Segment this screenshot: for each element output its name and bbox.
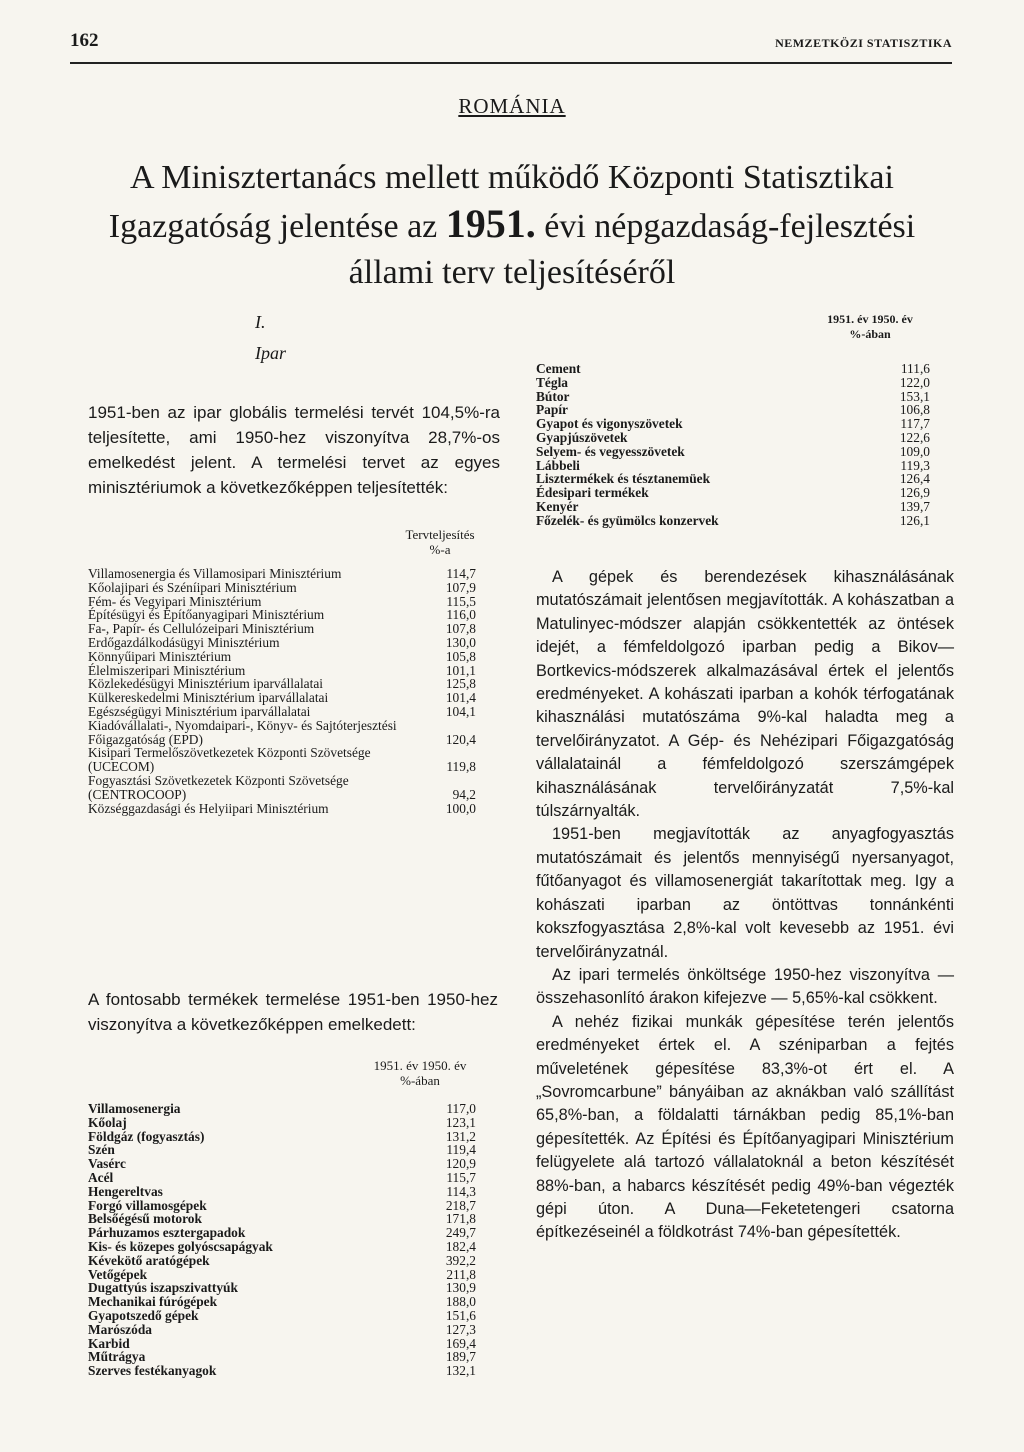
country-heading (0, 94, 1024, 119)
product-row-value: 189,7 (445, 1349, 476, 1365)
ministry-row (88, 691, 476, 705)
products-col-head-1: 1951. év 1950. év (373, 1058, 467, 1073)
product-row (88, 1240, 476, 1254)
ministry-row-label: Erdőgazdálkodásügyi Minisztérium (88, 634, 280, 650)
product-row (88, 1171, 476, 1185)
header-rule (70, 62, 952, 64)
ministry-row (88, 581, 476, 595)
right-product-row (536, 472, 930, 486)
title-line-1: A Minisztertanács mellett működő Központi Statisztikai (130, 159, 894, 196)
right-product-row-label: Gyapot és vigonyszövetek (536, 416, 683, 432)
right-col-head-1: 1951. év 1950. év (827, 312, 913, 326)
right-product-row-value: 109,0 (899, 443, 930, 459)
country-name: ROMÁNIA (458, 94, 566, 118)
title-line-2 (70, 201, 954, 250)
right-product-row-value: 117,7 (900, 416, 930, 432)
right-product-row (536, 376, 930, 390)
product-row-value: 115,7 (446, 1169, 476, 1185)
right-paragraph-4: A nehéz fizikai munkák gépesítése terén jelentős eredményeket értek el. A széniparban a fejtés műveletének gépesítése 83,3%-ot ért el. A „Sovromcarbune” bányáiban az aknákban való szállítást 65,8%-ban, a földalatti tárnákban pedig 85,1%-ban gépesítették. Az Építési és Építőanyagipari Minisztérium felügyelete alá tartozó vállalatoknál a beton készítését 88%-ban, a habarcs készítését pedig 49%-ban végezték gépi úton. A Duna—Feketetengeri csatorna építkezéseinél a földkotrást 74%-ban gépesítették. (536, 1012, 954, 1242)
ministry-row-label: Fogyasztási Szövetkezetek Központi Szövetsége (CENTROCOOP) (88, 772, 349, 802)
products-intro: A fontosabb termékek termelése 1951-ben 1950-hez viszonyítva a következőképpen emelkedett: (88, 990, 498, 1034)
section-name: Ipar (255, 343, 286, 363)
product-row-label: Kis- és közepes golyóscsapágyak (88, 1238, 273, 1254)
ministry-row-value: 119,8 (446, 759, 476, 775)
product-row-value: 120,9 (445, 1156, 476, 1172)
ministry-table (88, 567, 476, 815)
ministry-row (88, 650, 476, 664)
product-row-value: 132,1 (445, 1363, 476, 1379)
product-row-label: Műtrágya (88, 1349, 146, 1365)
right-paragraph-3: Az ipari termelés önköltsége 1950-hez viszonyítva — összehasonlító árakon kifejezve — 5,65%-kal csökkent. (536, 965, 954, 1008)
product-row-value: 218,7 (445, 1197, 476, 1213)
product-row-label: Földgáz (fogyasztás) (88, 1128, 205, 1144)
product-row-label: Acél (88, 1169, 114, 1185)
product-row (88, 1350, 476, 1364)
right-col-head-2: %-ában (849, 327, 891, 341)
right-table-header (780, 312, 960, 342)
product-row-value: 127,3 (445, 1321, 476, 1337)
ministry-row (88, 746, 476, 774)
product-row-label: Forgó villamosgépek (88, 1197, 207, 1213)
ministry-row (88, 608, 476, 622)
product-row-value: 188,0 (445, 1294, 476, 1310)
product-row (88, 1281, 476, 1295)
product-row-value: 392,2 (445, 1252, 476, 1268)
products-table (88, 1102, 476, 1378)
ministry-row-value: 125,8 (445, 676, 476, 692)
product-row-label: Gyapotszedő gépek (88, 1307, 199, 1323)
right-product-row-label: Lisztermékek és tésztanemüek (536, 471, 711, 487)
ministry-row-value: 101,1 (445, 662, 476, 678)
right-product-row-value: 139,7 (899, 498, 930, 514)
ministry-row-label: Egészségügyi Minisztérium iparvállalatai (88, 703, 311, 719)
ministry-row-value: 120,4 (445, 731, 476, 747)
right-product-row (536, 514, 930, 528)
right-product-row-label: Kenyér (536, 498, 579, 514)
right-product-row-label: Tégla (536, 374, 568, 390)
products-col-head-2: %-ában (400, 1073, 440, 1088)
product-row (88, 1268, 476, 1282)
product-row-label: Vetőgépek (88, 1266, 148, 1282)
product-row (88, 1199, 476, 1213)
product-row (88, 1157, 476, 1171)
ministry-row-label: Külkereskedelmi Minisztérium iparvállalatai (88, 690, 329, 706)
ministry-row-value: 104,1 (445, 703, 476, 719)
ministry-row-value: 107,8 (445, 621, 476, 637)
right-product-row-label: Lábbeli (536, 457, 580, 473)
right-product-row-label: Édesipari termékek (536, 485, 649, 501)
product-row-label: Szerves festékanyagok (88, 1363, 217, 1379)
right-product-row-value: 111,6 (900, 361, 930, 376)
product-row (88, 1337, 476, 1351)
right-product-row-label: Papír (536, 402, 568, 418)
right-product-row (536, 486, 930, 500)
ministry-row-value: 105,8 (445, 648, 476, 664)
product-row (88, 1185, 476, 1199)
ministry-row-value: 100,0 (445, 800, 476, 816)
section-number: I. (255, 312, 266, 332)
ministry-row (88, 705, 476, 719)
ministry-row-label: Kisipari Termelőszövetkezetek Központi Szövetsége (UCECOM) (88, 745, 371, 775)
product-row (88, 1226, 476, 1240)
ministry-row-value: 101,4 (445, 690, 476, 706)
product-row-label: Párhuzamos esztergapadok (88, 1225, 246, 1241)
product-row (88, 1309, 476, 1323)
right-products-table (536, 362, 930, 528)
ministry-row-label: Fa-, Papír- és Cellulózeipari Minisztérium (88, 621, 315, 637)
ministry-row-label: Kőolajipari és Széníipari Minisztérium (88, 579, 297, 595)
ministry-col-head-2: %-a (429, 542, 451, 557)
product-row (88, 1116, 476, 1130)
ministry-row (88, 567, 476, 581)
right-product-row (536, 417, 930, 431)
product-row-value: 211,8 (446, 1266, 476, 1282)
ministry-row-value: 114,7 (446, 566, 476, 581)
product-row-label: Mechanikai fúrógépek (88, 1294, 218, 1310)
right-paragraph-1: A gépek és berendezések kihasználásának mutatószámait jelentősen megjavították. A kohászatban a Matulinyec-módszer alapján csökkentették az öntések idejét, a fémfeldolgozó iparban pedig a Bikov—Bortkevics-módszerek alkalmazásával értek el jelentős eredményeket. A kohászati iparban a kohók térfogatának kihasználási mutatószáma 9%-kal haladta meg a tervelőirányzatot. A Gép- és Nehézipari Főigazgatóság vállalatainál a fémfeldolgozó szerszámgépek kihasználásának tervelőirányzatát 7,5%-kal túlszárnyalták. (536, 568, 954, 821)
product-row-value: 182,4 (445, 1238, 476, 1254)
title-line-3: állami terv teljesítéséről (348, 254, 676, 291)
title-year: 1951. (445, 201, 536, 246)
ministry-table-header (360, 527, 520, 557)
ministry-row (88, 719, 476, 747)
ministry-row-label: Élelmiszeripari Minisztérium (88, 662, 246, 678)
article-title (70, 155, 954, 296)
ministry-row (88, 595, 476, 609)
ministry-row-value: 94,2 (452, 786, 476, 802)
ministry-row-label: Építésügyi és Építőanyagipari Minisztérium (88, 607, 325, 623)
ministry-row-value: 115,5 (446, 593, 476, 609)
product-row-value: 169,4 (445, 1335, 476, 1351)
product-row-value: 151,6 (445, 1307, 476, 1323)
product-row-label: Dugattyús iszapszivattyúk (88, 1280, 238, 1296)
right-product-row-value: 126,4 (899, 471, 930, 487)
right-product-row-label: Főzelék- és gyümölcs konzervek (536, 512, 719, 528)
ministry-row-label: Villamosenergia és Villamosipari Minisztérium (88, 566, 342, 581)
right-product-row-label: Gyapjúszövetek (536, 429, 628, 445)
right-product-row-label: Selyem- és vegyesszövetek (536, 443, 685, 459)
intro-paragraph: 1951-ben az ipar globális termelési tervét 104,5%-ra teljesítette, ami 1950-hez viszonyítva 28,7%-os emelkedést jelent. A termelési tervet az egyes minisztériumok a következőképpen teljesítették: (88, 403, 500, 497)
ministry-row-label: Községgazdasági és Helyiipari Minisztérium (88, 800, 329, 816)
product-row (88, 1323, 476, 1337)
right-product-row (536, 362, 930, 376)
product-row-label: Vasérc (88, 1156, 126, 1172)
right-product-row (536, 459, 930, 473)
ministry-row (88, 802, 476, 816)
ministry-row-label: Közlekedésügyi Minisztérium iparvállalatai (88, 676, 324, 692)
product-row-label: Karbid (88, 1335, 130, 1351)
product-row-label: Szén (88, 1142, 115, 1158)
ministry-row (88, 636, 476, 650)
right-product-row-value: 122,0 (899, 374, 930, 390)
right-paragraph-2: 1951-ben megjavították az anyagfogyasztás mutatószámait és jelentős mennyiségű nyersanyagot, fűtőanyagot és villamosenergiát takarítottak meg. Igy a kohászati iparban az öntöttvas tonnánkénti kokszfogyasztása 2,8%-kal volt kevesebb az 1951. évi tervelőirányzatnál. (536, 825, 954, 961)
product-row-label: Kőolaj (88, 1114, 127, 1130)
product-row-label: Villamosenergia (88, 1101, 181, 1116)
right-product-row-value: 122,6 (899, 429, 930, 445)
product-row-label: Marószóda (88, 1321, 152, 1337)
right-product-row-value: 126,1 (899, 512, 930, 528)
right-product-row (536, 500, 930, 514)
product-row-label: Belsőégésű motorok (88, 1211, 202, 1227)
product-row (88, 1254, 476, 1268)
product-row (88, 1364, 476, 1378)
product-row-label: Kévekötő aratógépek (88, 1252, 210, 1268)
ministry-col-head-1: Tervteljesítés (405, 527, 475, 542)
running-title: NEMZETKÖZI STATISZTIKA (775, 36, 952, 50)
right-text-block (536, 566, 954, 1245)
ministry-row-label: Kiadóvállalati-, Nyomdaipari-, Könyv- és Sajtóterjesztési Főigazgatóság (EPD) (88, 717, 397, 747)
product-row-value: 130,9 (445, 1280, 476, 1296)
page-header (70, 28, 952, 62)
ministry-row (88, 774, 476, 802)
ministry-row-value: 116,0 (446, 607, 476, 623)
title-line-2-a: Igazgatóság jelentése az (108, 208, 446, 245)
product-row (88, 1102, 476, 1116)
right-product-row-value: 106,8 (899, 402, 930, 418)
ministry-row-value: 130,0 (445, 634, 476, 650)
product-row-value: 249,7 (445, 1225, 476, 1241)
product-row (88, 1295, 476, 1309)
right-product-row-value: 126,9 (899, 485, 930, 501)
ministry-row-label: Könnyűipari Minisztérium (88, 648, 232, 664)
right-product-row (536, 403, 930, 417)
ministry-row (88, 664, 476, 678)
product-row-label: Hengereltvas (88, 1183, 163, 1199)
right-product-row (536, 445, 930, 459)
ministry-row-label: Fém- és Vegyipari Minisztérium (88, 593, 262, 609)
title-line-2-b: évi népgazdaság-fejlesztési (535, 208, 916, 245)
right-product-row (536, 390, 930, 404)
right-product-row-value: 153,1 (899, 388, 930, 404)
ministry-row-value: 107,9 (445, 579, 476, 595)
product-row-value: 131,2 (445, 1128, 476, 1144)
right-product-row-label: Cement (536, 361, 581, 376)
ministry-row (88, 622, 476, 636)
ministry-row (88, 677, 476, 691)
products-table-header (340, 1058, 500, 1088)
page-number: 162 (70, 30, 99, 51)
product-row-value: 114,3 (446, 1183, 476, 1199)
right-product-row (536, 431, 930, 445)
right-product-row-label: Bútor (536, 388, 570, 404)
product-row-value: 123,1 (445, 1114, 476, 1130)
product-row (88, 1212, 476, 1226)
product-row (88, 1143, 476, 1157)
product-row-value: 117,0 (446, 1101, 476, 1116)
product-row-value: 171,8 (445, 1211, 476, 1227)
right-product-row-value: 119,3 (900, 457, 930, 473)
product-row-value: 119,4 (446, 1142, 476, 1158)
product-row (88, 1130, 476, 1144)
